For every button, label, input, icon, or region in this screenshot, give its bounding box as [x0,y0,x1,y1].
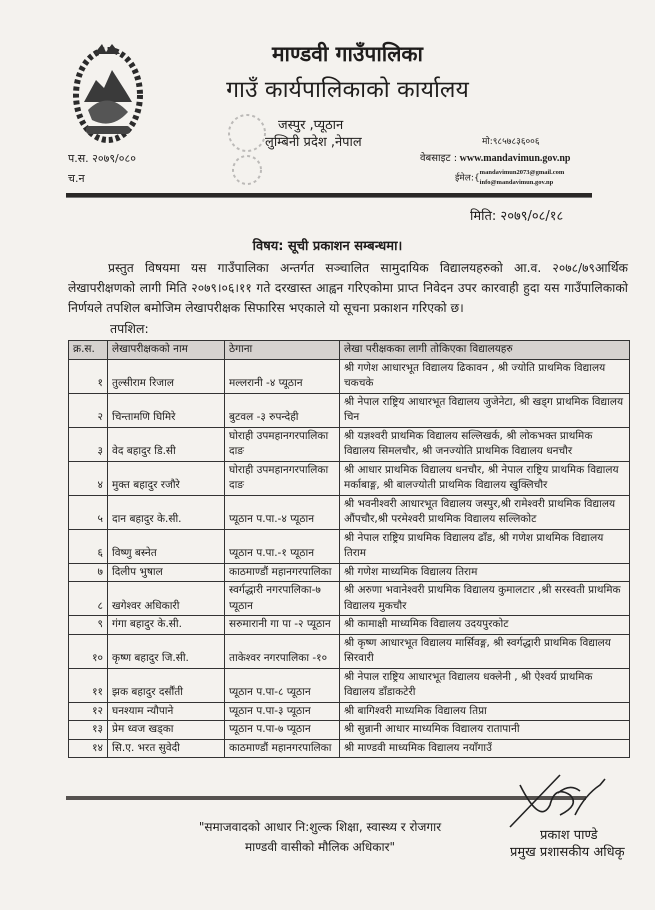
details-label: तपशिल: [110,321,149,336]
table-row [69,461,630,495]
assigned-schools: श्री अरुणा भवानेश्वरी प्राथमिक विद्यालय कुमालटार ,श्री सरस्वती प्राथमिक विद्यालय मुकचौर [340,582,630,616]
auditor-address: बुटवल -३ रुपन्देही [225,393,340,427]
assigned-schools: श्री भवनीश्वरी आधारभूत विद्यालय जस्पुर,श्री रामेश्वरी प्राथमिक विद्यालय औंपचौर,श्री परमेश्वरी प्राथमिक विद्यालय सल्लिकोट [340,495,630,529]
assigned-schools: श्री आधार प्राथमिक विद्यालय धनचौर, श्री नेपाल राष्ट्रिय प्राथमिक विद्यालय मर्काबाङ्ग, श्री बालज्योती प्राथमिक विद्यालय खुक्लिचौर [340,461,630,495]
row-sn: १४ [69,739,108,758]
row-sn: २ [69,393,108,427]
table-row [69,668,630,702]
row-sn: ९ [69,616,108,635]
dispatch-number: च.न [68,172,85,185]
auditor-address: प्यूठान प.पा-३ प्यूठान [225,702,340,721]
auditor-name: दान बहादुर के.सी. [108,495,225,529]
col-name: लेखापरीक्षकको नाम [108,341,225,360]
row-sn: ७ [69,563,108,582]
auditor-name: तुल्सीराम रिजाल [108,359,225,393]
table-row [69,495,630,529]
auditor-name: गंगा बहादुर के.सी. [108,616,225,635]
auditor-name: वेद बहादुर डि.सी [108,427,225,461]
table-row [69,616,630,635]
signer-designation: प्रमुख प्रशासकीय अधिकृ [510,845,625,860]
org-name: माण्डवी गाउँपालिका [271,42,423,66]
table-row [69,359,630,393]
row-sn: ४ [69,461,108,495]
col-sn: क्र.स. [69,341,108,360]
auditor-address: घोराही उपमहानगरपालिका दाङ [225,461,340,495]
email-label: ईमेल: [455,173,474,184]
body-paragraph: प्रस्तुत विषयमा यस गाउँपालिका अन्तर्गत सञ्चालित सामुदायिक विद्यालयहरुको आ.व. २०७८/७९आर्थिक लेखापरीक्षणको लागी मिति २०७९।०६।११ गते दरखास्त आह्वन गरिएकोमा प्राप्त निवेदन उपर कारवाही हुदा यस गाउँपालिकाको निर्णयले तपशिल बमोजिम लेखापरीक्षक सिफारिस भएकाले यो सूचना प्रकाशन गरिएको छ। [68,261,628,315]
auditor-name: विष्णु बस्नेत [108,529,225,563]
website [420,150,571,164]
assigned-schools: श्री सुन्नानी आधार माध्यमिक विद्यालय रातापानी [340,721,630,740]
slogan-line1: "समाजवादको आधार नि:शुल्क शिक्षा, स्वास्थ्य र रोजगार [198,820,442,834]
table-row [69,563,630,582]
auditor-address: प्यूठान प.पा-८ प्यूठान [225,668,340,702]
auditor-address: प्यूठान प.पा-७ प्यूठान [225,721,340,740]
header-divider [66,193,592,198]
assigned-schools: श्री बागिश्वरी माध्यमिक विद्यालय तिप्रा [340,702,630,721]
auditor-name: झक बहादुर दर्सौंती [108,668,225,702]
row-sn: १ [69,359,108,393]
table-row [69,739,630,758]
auditor-address: ताकेश्वर नगरपालिका -१० [225,634,340,668]
table-header-row [69,341,630,360]
auditor-address: प्यूठान प.पा.-४ प्यूठान [225,495,340,529]
auditor-address: सरुमारानी गा पा -२ प्यूठान [225,616,340,635]
auditor-address: स्वर्गद्धारी नगरपालिका-७ प्यूठान [225,582,340,616]
auditor-name: घनश्याम न्यौपाने [108,702,225,721]
row-sn: ११ [69,668,108,702]
auditor-name: दिलीप भुषाल [108,563,225,582]
assigned-schools: श्री नेपाल राष्ट्रिय प्राथमिक विद्यालय ढाँड, श्री गणेश प्राथमिक विद्यालय तिराम [340,529,630,563]
assigned-schools: श्री कामाक्षी माध्यमिक विद्यालय उदयपुरकोट [340,616,630,635]
auditor-address: मल्लरानी -४ प्यूठान [225,359,340,393]
reference-number: प.स. २०७९/०८० [68,152,136,165]
website-label: वेबसाइट : [420,153,458,164]
website-url: www.mandavimun.gov.np [459,153,571,164]
email-1: mandavimun2073@gmail.com [479,169,565,176]
row-sn: १२ [69,702,108,721]
auditor-address: घोराही उपमहानगरपालिका दाङ [225,427,340,461]
address-line1: जस्पुर ,प्यूठान [278,118,344,133]
table-row [69,582,630,616]
assigned-schools: श्री यज्ञश्वरी प्राथमिक विद्यालय सल्लिखर्क, श्री लोकभक्त प्राथमिक विद्यालय सिमलचौर, श्री जनज्योति प्राथमिक विद्यालय धनचौर [340,427,630,461]
signer-name: प्रकाश पाण्डे [540,828,598,843]
row-sn: १३ [69,721,108,740]
auditor-address: काठमाण्डौं महानगरपालिका [225,563,340,582]
slogan [120,817,520,857]
assigned-schools: श्री नेपाल राष्ट्रिय आधारभूत विद्यालय जुजेनेटा, श्री खड्ग प्राथमिक विद्यालय चिन [340,393,630,427]
table-row [69,393,630,427]
table-row [69,427,630,461]
auditor-table [68,340,630,758]
letter-date: मिति: २०७९/०८/१८ [470,209,564,224]
auditor-name: प्रेम ध्वज खड्का [108,721,225,740]
row-sn: ६ [69,529,108,563]
table-row [69,721,630,740]
auditor-name: मुक्त बहादुर रजौरे [108,461,225,495]
address-line2: लुम्बिनी प्रदेश ,नेपाल [265,135,362,150]
subject: विषय: सूची प्रकाशन सम्बन्धमा। [252,239,403,254]
assigned-schools: श्री गणेश आधारभूत विद्यालय ढिकावन , श्री ज्योति प्राथमिक विद्यालय चकचके [340,359,630,393]
row-sn: ३ [69,427,108,461]
assigned-schools: श्री गणेश माध्यमिक विद्यालय तिराम [340,563,630,582]
auditor-name: सि.ए. भरत सुवेदी [108,739,225,758]
row-sn: १० [69,634,108,668]
email: ईमेल:{mandavimun2073@gmail.com info@mandavimun.gov.np [455,169,565,186]
assigned-schools: श्री माण्डवी माध्यमिक विद्यालय नयाँगाउँ [340,739,630,758]
mobile-number: मो:९८५७८३६००६ [482,137,540,147]
table-row [69,634,630,668]
slogan-line2: माण्डवी वासीको मौलिक अधिकार" [244,840,396,854]
auditor-address: प्यूठान प.पा.-१ प्यूठान [225,529,340,563]
auditor-name: कृष्ण बहादुर जि.सी. [108,634,225,668]
table-row [69,529,630,563]
office-name: गाउँ कार्यपालिकाको कार्यालय [226,77,469,103]
row-sn: ८ [69,582,108,616]
auditor-address: काठमाण्डौं महानगरपालिका [225,739,340,758]
col-address: ठेगाना [225,341,340,360]
assigned-schools: श्री नेपाल राष्ट्रिय आधारभूत विद्यालय धक्लेनी , श्री ऐश्वर्य प्राथमिक विद्यालय डाँडाकटेरी [340,668,630,702]
table-row [69,702,630,721]
row-sn: ५ [69,495,108,529]
auditor-name: खगेश्वर अधिकारी [108,582,225,616]
assigned-schools: श्री कृष्ण आधारभूत विद्यालय मार्सिवङ्ग, श्री स्वर्गद्धारी प्राथमिक विद्यालय सिरवारी [340,634,630,668]
auditor-name: चिन्तामणि घिमिरे [108,393,225,427]
col-schools: लेखा परीक्षकका लागी तोकिएका विद्यालयहरु [340,341,630,360]
email-2: info@mandavimun.gov.np [479,179,554,186]
